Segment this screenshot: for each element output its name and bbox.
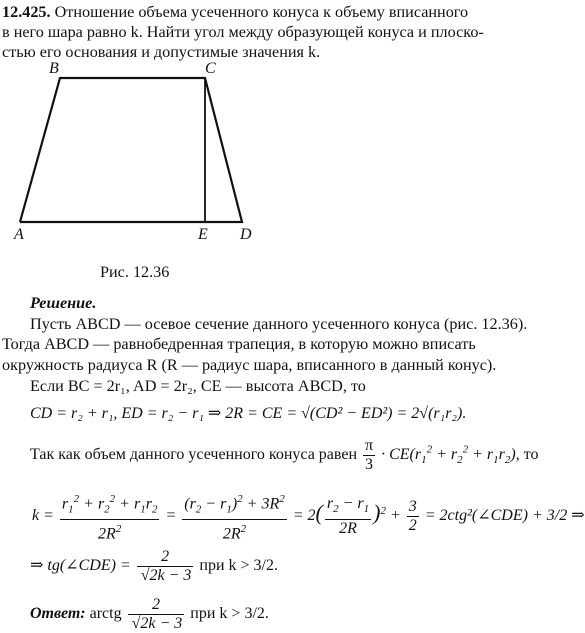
label-d: D <box>240 226 252 243</box>
solution-p4: Если BC = 2r₁, AD = 2r₂, CE — высота ABCD, то <box>30 377 366 395</box>
problem-line-2: в него шара равно k. Найти угол между образующей конуса и плоско- <box>2 23 484 41</box>
label-e: E <box>198 226 208 243</box>
solution-p3: окружность радиуса R (R — радиус шара, вписанного в данный конус). <box>2 356 497 374</box>
label-c: C <box>205 60 216 77</box>
label-b: B <box>49 60 59 77</box>
pi-over-3: $\frac{\pi}{3}$ <box>365 437 374 473</box>
equation-1: CD = r₂ + r₁, ED = r₂ − r₁ ⇒ 2R = CE = √(CD² − ED²) = 2√(r₁r₂). <box>30 405 467 422</box>
volume-formula: · $CE(r_1^2 + r_2^2 + r_1r_2)$ <box>381 443 516 467</box>
label-a: A <box>14 226 24 243</box>
answer-label: Ответ: <box>30 605 86 623</box>
figure-caption: Рис. 12.36 <box>100 263 170 281</box>
tg-condition: при k > 3/2. <box>199 557 278 575</box>
solution-p2: Тогда ABCD — равнобедренная трапеция, в которую можно вписать <box>2 335 476 353</box>
equation-k-tail: = 2ctg²(∠CDE) + 3/2 ⇒ <box>424 507 585 525</box>
answer-condition: при k > 3/2. <box>190 605 269 623</box>
answer-arctg: arctg <box>89 605 122 623</box>
tg-lhs: ⇒ tg(∠CDE) = <box>30 557 131 575</box>
volume-line <box>30 437 539 474</box>
problem-line-3: стью его основания и допустимые значения k. <box>2 43 321 61</box>
equation-tg: ⇒ tg(∠CDE) = $\frac{2}{√2k - 3}$ при k > 3/2. <box>30 548 278 584</box>
problem-number: 12.425. <box>2 3 51 21</box>
trapezoid-outline <box>20 78 242 222</box>
equation-k: k = $\frac{r_1^2 + r_2^2 + r_1r_2}{2R^2}$ = $\frac{(r_2 - r_1)^2 + 3R^2}{2R^2}$ = 2( $\frac{r_2 - r_1}{2R}$ )$^2$ + $\frac{3}{2}$ = 2ctg²(∠CDE) + 3/2 ⇒ <box>32 490 585 543</box>
solution-p1: Пусть ABCD — осевое сечение данного усеченного конуса (рис. 12.36). <box>30 315 528 333</box>
problem-text-1: Отношение объема усеченного конуса к объему вписанного <box>54 3 469 21</box>
volume-tail: , то <box>515 446 539 464</box>
problem-line-1 <box>2 2 468 22</box>
volume-text: Так как объем данного усеченного конуса равен <box>30 446 358 464</box>
answer-line: Ответ: arctg $\frac{2}{√2k - 3}$ при k > 3/2. <box>30 596 269 632</box>
solution-heading: Решение. <box>30 294 97 312</box>
